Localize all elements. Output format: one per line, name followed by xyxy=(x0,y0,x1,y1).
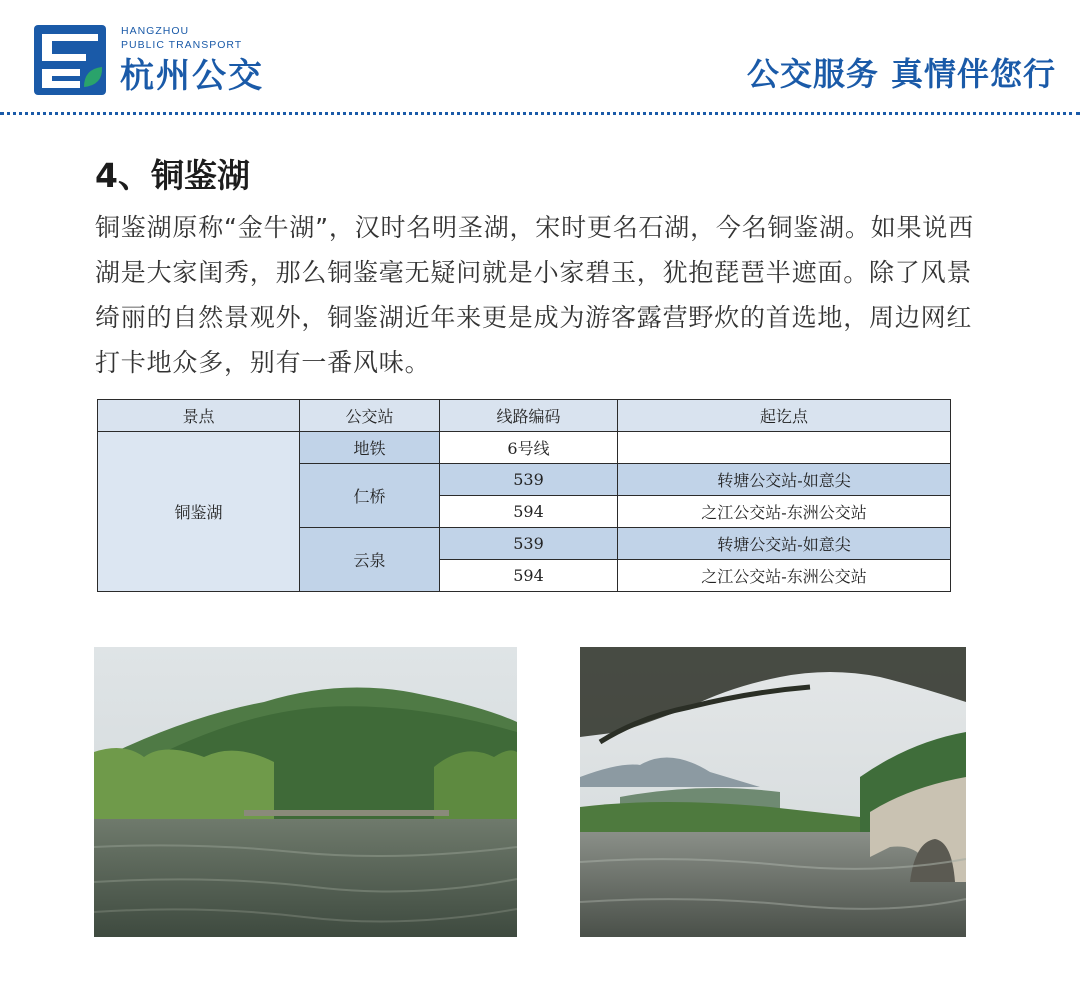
section-paragraph: 铜鉴湖原称“金牛湖”，汉时名明圣湖，宋时更名石湖，今名铜鉴湖。如果说西湖是大家闺秀，那么铜鉴毫无疑问就是小家碧玉，犹抱琵琶半遮面。除了风景绮丽的自然景观外，铜鉴湖近年来更是成为游客露营野炊的首选地，周边网红打卡地众多，别有一番风味。 xyxy=(95,213,974,377)
lake-photo-left xyxy=(94,647,517,937)
table-row xyxy=(98,432,951,464)
logo-english-text: HANGZHOU PUBLIC TRANSPORT xyxy=(121,25,243,51)
endpoints-cell: 之江公交站-东洲公交站 xyxy=(618,560,951,592)
route-cell: 539 xyxy=(440,528,618,560)
station-cell: 地铁 xyxy=(300,432,440,464)
spot-cell: 铜鉴湖 xyxy=(98,432,300,592)
header-slogan: 公交服务 真情伴您行 xyxy=(746,55,1056,93)
route-cell: 594 xyxy=(440,560,618,592)
page-header xyxy=(0,0,1080,115)
bus-route-table xyxy=(97,399,951,592)
station-cell: 仁桥 xyxy=(300,464,440,528)
logo-chinese-text: 杭州公交 xyxy=(120,56,264,96)
section-title: 4、铜鉴湖 xyxy=(95,156,250,195)
endpoints-cell: 之江公交站-东洲公交站 xyxy=(618,496,951,528)
route-cell: 594 xyxy=(440,496,618,528)
header-cell: 公交站 xyxy=(300,400,440,432)
header-cell: 线路编码 xyxy=(440,400,618,432)
header-cell: 景点 xyxy=(98,400,300,432)
header-cell: 起讫点 xyxy=(618,400,951,432)
route-cell: 539 xyxy=(440,464,618,496)
endpoints-cell: 转塘公交站-如意尖 xyxy=(618,528,951,560)
header-divider xyxy=(0,112,1080,115)
logo-mark-icon xyxy=(34,25,106,95)
lake-photo-right xyxy=(580,647,966,937)
endpoints-cell xyxy=(618,432,951,464)
table-header-row xyxy=(98,400,951,432)
station-cell: 云泉 xyxy=(300,528,440,592)
route-cell: 6号线 xyxy=(440,432,618,464)
endpoints-cell: 转塘公交站-如意尖 xyxy=(618,464,951,496)
